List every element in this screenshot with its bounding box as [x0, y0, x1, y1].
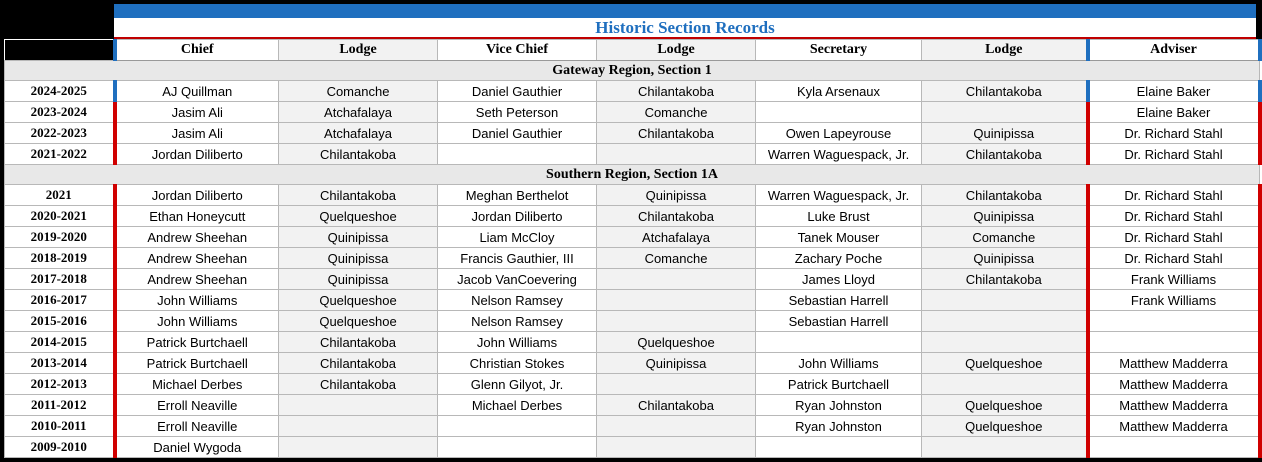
region-row: [5, 61, 1260, 81]
secretary-lodge-cell[interactable]: Chilantakoba: [922, 81, 1088, 102]
year-cell[interactable]: 2021: [5, 185, 115, 206]
chief-cell[interactable]: Daniel Wygoda: [115, 437, 279, 458]
adviser-cell[interactable]: [1088, 332, 1260, 353]
page-title: Historic Section Records: [114, 18, 1256, 37]
vice-lodge-cell[interactable]: Quinipissa: [597, 353, 756, 374]
table-row: [5, 332, 1260, 353]
chief-lodge-cell[interactable]: Chilantakoba: [279, 144, 438, 165]
chief-lodge-cell[interactable]: [279, 416, 438, 437]
region-title: Southern Region, Section 1A: [5, 165, 1260, 185]
vice-lodge-cell[interactable]: [597, 290, 756, 311]
vice-chief-cell[interactable]: [438, 416, 597, 437]
adviser-cell[interactable]: Dr. Richard Stahl: [1088, 206, 1260, 227]
chief-lodge-cell[interactable]: Quinipissa: [279, 227, 438, 248]
secretary-lodge-cell[interactable]: Chilantakoba: [922, 185, 1088, 206]
vice-lodge-cell[interactable]: Quinipissa: [597, 185, 756, 206]
chief-cell[interactable]: Jasim Ali: [115, 102, 279, 123]
vice-chief-cell[interactable]: Francis Gauthier, III: [438, 248, 597, 269]
secretary-lodge-cell[interactable]: Chilantakoba: [922, 269, 1088, 290]
chief-cell[interactable]: Patrick Burtchaell: [115, 353, 279, 374]
chief-lodge-cell[interactable]: Quelqueshoe: [279, 290, 438, 311]
table-row: [5, 102, 1260, 123]
secretary-cell[interactable]: Kyla Arsenaux: [756, 81, 922, 102]
secretary-lodge-cell[interactable]: [922, 374, 1088, 395]
vice-lodge-cell[interactable]: [597, 416, 756, 437]
chief-cell[interactable]: Patrick Burtchaell: [115, 332, 279, 353]
secretary-cell[interactable]: Luke Brust: [756, 206, 922, 227]
chief-lodge-cell[interactable]: [279, 395, 438, 416]
chief-cell[interactable]: Jasim Ali: [115, 123, 279, 144]
header-row: [5, 40, 1260, 61]
secretary-cell[interactable]: John Williams: [756, 353, 922, 374]
chief-lodge-cell[interactable]: Atchafalaya: [279, 123, 438, 144]
secretary-lodge-cell[interactable]: [922, 332, 1088, 353]
adviser-cell[interactable]: Dr. Richard Stahl: [1088, 123, 1260, 144]
vice-lodge-cell[interactable]: Chilantakoba: [597, 395, 756, 416]
vice-lodge-cell[interactable]: [597, 437, 756, 458]
vice-chief-cell[interactable]: John Williams: [438, 332, 597, 353]
secretary-cell[interactable]: [756, 102, 922, 123]
adviser-cell[interactable]: Matthew Madderra: [1088, 374, 1260, 395]
col-header-secretary[interactable]: Secretary: [756, 40, 922, 61]
chief-lodge-cell[interactable]: Chilantakoba: [279, 353, 438, 374]
col-header-chief[interactable]: Chief: [115, 40, 279, 61]
table-row: [5, 374, 1260, 395]
secretary-cell[interactable]: Warren Waguespack, Jr.: [756, 144, 922, 165]
vice-chief-cell[interactable]: [438, 437, 597, 458]
vice-lodge-cell[interactable]: Chilantakoba: [597, 206, 756, 227]
chief-cell[interactable]: Jordan Diliberto: [115, 144, 279, 165]
secretary-cell[interactable]: James Lloyd: [756, 269, 922, 290]
table-row: [5, 206, 1260, 227]
adviser-cell[interactable]: Matthew Madderra: [1088, 416, 1260, 437]
year-cell[interactable]: 2014-2015: [5, 332, 115, 353]
table-row: [5, 353, 1260, 374]
vice-lodge-cell[interactable]: Quelqueshoe: [597, 332, 756, 353]
vice-chief-cell[interactable]: Jordan Diliberto: [438, 206, 597, 227]
chief-cell[interactable]: John Williams: [115, 311, 279, 332]
chief-cell[interactable]: John Williams: [115, 290, 279, 311]
chief-cell[interactable]: Erroll Neaville: [115, 416, 279, 437]
secretary-lodge-cell[interactable]: Quinipissa: [922, 206, 1088, 227]
adviser-cell[interactable]: Dr. Richard Stahl: [1088, 227, 1260, 248]
secretary-cell[interactable]: Tanek Mouser: [756, 227, 922, 248]
chief-cell[interactable]: Ethan Honeycutt: [115, 206, 279, 227]
title-bar: [114, 4, 1256, 18]
year-cell[interactable]: 2021-2022: [5, 144, 115, 165]
vice-chief-cell[interactable]: Daniel Gauthier: [438, 123, 597, 144]
adviser-cell[interactable]: Dr. Richard Stahl: [1088, 185, 1260, 206]
secretary-cell[interactable]: Warren Waguespack, Jr.: [756, 185, 922, 206]
records-table: [4, 39, 1262, 458]
secretary-lodge-cell[interactable]: Chilantakoba: [922, 144, 1088, 165]
vice-chief-cell[interactable]: [438, 144, 597, 165]
vice-chief-cell[interactable]: Seth Peterson: [438, 102, 597, 123]
adviser-cell[interactable]: Elaine Baker: [1088, 102, 1260, 123]
vice-lodge-cell[interactable]: Chilantakoba: [597, 81, 756, 102]
chief-cell[interactable]: Andrew Sheehan: [115, 269, 279, 290]
secretary-cell[interactable]: [756, 437, 922, 458]
header-blank: [5, 40, 115, 61]
adviser-cell[interactable]: Matthew Madderra: [1088, 395, 1260, 416]
year-cell[interactable]: 2011-2012: [5, 395, 115, 416]
chief-cell[interactable]: AJ Quillman: [115, 81, 279, 102]
table-row: [5, 290, 1260, 311]
secretary-lodge-cell[interactable]: [922, 102, 1088, 123]
vice-chief-cell[interactable]: Jacob VanCoevering: [438, 269, 597, 290]
table-row: [5, 81, 1260, 102]
chief-cell[interactable]: Michael Derbes: [115, 374, 279, 395]
col-header-adviser[interactable]: Adviser: [1088, 40, 1260, 61]
vice-chief-cell[interactable]: Liam McCloy: [438, 227, 597, 248]
secretary-cell[interactable]: Owen Lapeyrouse: [756, 123, 922, 144]
secretary-lodge-cell[interactable]: Quinipissa: [922, 123, 1088, 144]
vice-chief-cell[interactable]: Glenn Gilyot, Jr.: [438, 374, 597, 395]
secretary-lodge-cell[interactable]: [922, 311, 1088, 332]
table-row: [5, 144, 1260, 165]
secretary-lodge-cell[interactable]: Comanche: [922, 227, 1088, 248]
chief-lodge-cell[interactable]: Quinipissa: [279, 248, 438, 269]
secretary-cell[interactable]: Patrick Burtchaell: [756, 374, 922, 395]
adviser-cell[interactable]: Frank Williams: [1088, 269, 1260, 290]
secretary-cell[interactable]: Ryan Johnston: [756, 416, 922, 437]
chief-cell[interactable]: Andrew Sheehan: [115, 227, 279, 248]
year-cell[interactable]: 2016-2017: [5, 290, 115, 311]
col-header-vice-lodge[interactable]: Lodge: [597, 40, 756, 61]
year-cell[interactable]: 2019-2020: [5, 227, 115, 248]
table-row: [5, 227, 1260, 248]
chief-lodge-cell[interactable]: Quinipissa: [279, 269, 438, 290]
table-row: [5, 123, 1260, 144]
secretary-lodge-cell[interactable]: Quelqueshoe: [922, 353, 1088, 374]
chief-lodge-cell[interactable]: Comanche: [279, 81, 438, 102]
year-cell[interactable]: 2010-2011: [5, 416, 115, 437]
year-cell[interactable]: 2022-2023: [5, 123, 115, 144]
vice-chief-cell[interactable]: Meghan Berthelot: [438, 185, 597, 206]
secretary-cell[interactable]: Sebastian Harrell: [756, 290, 922, 311]
secretary-cell[interactable]: Ryan Johnston: [756, 395, 922, 416]
chief-lodge-cell[interactable]: Atchafalaya: [279, 102, 438, 123]
year-cell[interactable]: 2017-2018: [5, 269, 115, 290]
secretary-cell[interactable]: Sebastian Harrell: [756, 311, 922, 332]
secretary-lodge-cell[interactable]: Quelqueshoe: [922, 416, 1088, 437]
secretary-lodge-cell[interactable]: [922, 437, 1088, 458]
secretary-cell[interactable]: [756, 332, 922, 353]
adviser-cell[interactable]: [1088, 437, 1260, 458]
adviser-cell[interactable]: Frank Williams: [1088, 290, 1260, 311]
year-cell[interactable]: 2012-2013: [5, 374, 115, 395]
vice-lodge-cell[interactable]: Comanche: [597, 248, 756, 269]
chief-lodge-cell[interactable]: Quelqueshoe: [279, 311, 438, 332]
region-row: [5, 165, 1260, 185]
table-row: [5, 437, 1260, 458]
adviser-cell[interactable]: Elaine Baker: [1088, 81, 1260, 102]
adviser-cell[interactable]: Dr. Richard Stahl: [1088, 144, 1260, 165]
col-header-chief-lodge[interactable]: Lodge: [279, 40, 438, 61]
vice-lodge-cell[interactable]: [597, 374, 756, 395]
secretary-lodge-cell[interactable]: Quelqueshoe: [922, 395, 1088, 416]
chief-lodge-cell[interactable]: Chilantakoba: [279, 332, 438, 353]
col-header-secretary-lodge[interactable]: Lodge: [922, 40, 1088, 61]
chief-cell[interactable]: Jordan Diliberto: [115, 185, 279, 206]
vice-lodge-cell[interactable]: [597, 311, 756, 332]
adviser-cell[interactable]: Matthew Madderra: [1088, 353, 1260, 374]
adviser-cell[interactable]: Dr. Richard Stahl: [1088, 248, 1260, 269]
region-title: Gateway Region, Section 1: [5, 61, 1260, 81]
table-row: [5, 185, 1260, 206]
vice-chief-cell[interactable]: Michael Derbes: [438, 395, 597, 416]
secretary-lodge-cell[interactable]: [922, 290, 1088, 311]
vice-chief-cell[interactable]: Nelson Ramsey: [438, 311, 597, 332]
year-cell[interactable]: 2009-2010: [5, 437, 115, 458]
year-cell[interactable]: 2015-2016: [5, 311, 115, 332]
vice-chief-cell[interactable]: Nelson Ramsey: [438, 290, 597, 311]
year-cell[interactable]: 2013-2014: [5, 353, 115, 374]
adviser-cell[interactable]: [1088, 311, 1260, 332]
vice-lodge-cell[interactable]: Comanche: [597, 102, 756, 123]
chief-lodge-cell[interactable]: Chilantakoba: [279, 185, 438, 206]
vice-chief-cell[interactable]: Daniel Gauthier: [438, 81, 597, 102]
vice-lodge-cell[interactable]: Chilantakoba: [597, 123, 756, 144]
table-row: [5, 416, 1260, 437]
chief-cell[interactable]: Erroll Neaville: [115, 395, 279, 416]
vice-chief-cell[interactable]: Christian Stokes: [438, 353, 597, 374]
year-cell[interactable]: 2020-2021: [5, 206, 115, 227]
table-row: [5, 269, 1260, 290]
col-header-vice-chief[interactable]: Vice Chief: [438, 40, 597, 61]
chief-lodge-cell[interactable]: Quelqueshoe: [279, 206, 438, 227]
table-row: [5, 248, 1260, 269]
vice-lodge-cell[interactable]: Atchafalaya: [597, 227, 756, 248]
secretary-lodge-cell[interactable]: Quinipissa: [922, 248, 1088, 269]
year-cell[interactable]: 2024-2025: [5, 81, 115, 102]
vice-lodge-cell[interactable]: [597, 144, 756, 165]
chief-lodge-cell[interactable]: [279, 437, 438, 458]
year-cell[interactable]: 2023-2024: [5, 102, 115, 123]
table-row: [5, 311, 1260, 332]
vice-lodge-cell[interactable]: [597, 269, 756, 290]
secretary-cell[interactable]: Zachary Poche: [756, 248, 922, 269]
chief-cell[interactable]: Andrew Sheehan: [115, 248, 279, 269]
table-row: [5, 395, 1260, 416]
chief-lodge-cell[interactable]: Chilantakoba: [279, 374, 438, 395]
year-cell[interactable]: 2018-2019: [5, 248, 115, 269]
